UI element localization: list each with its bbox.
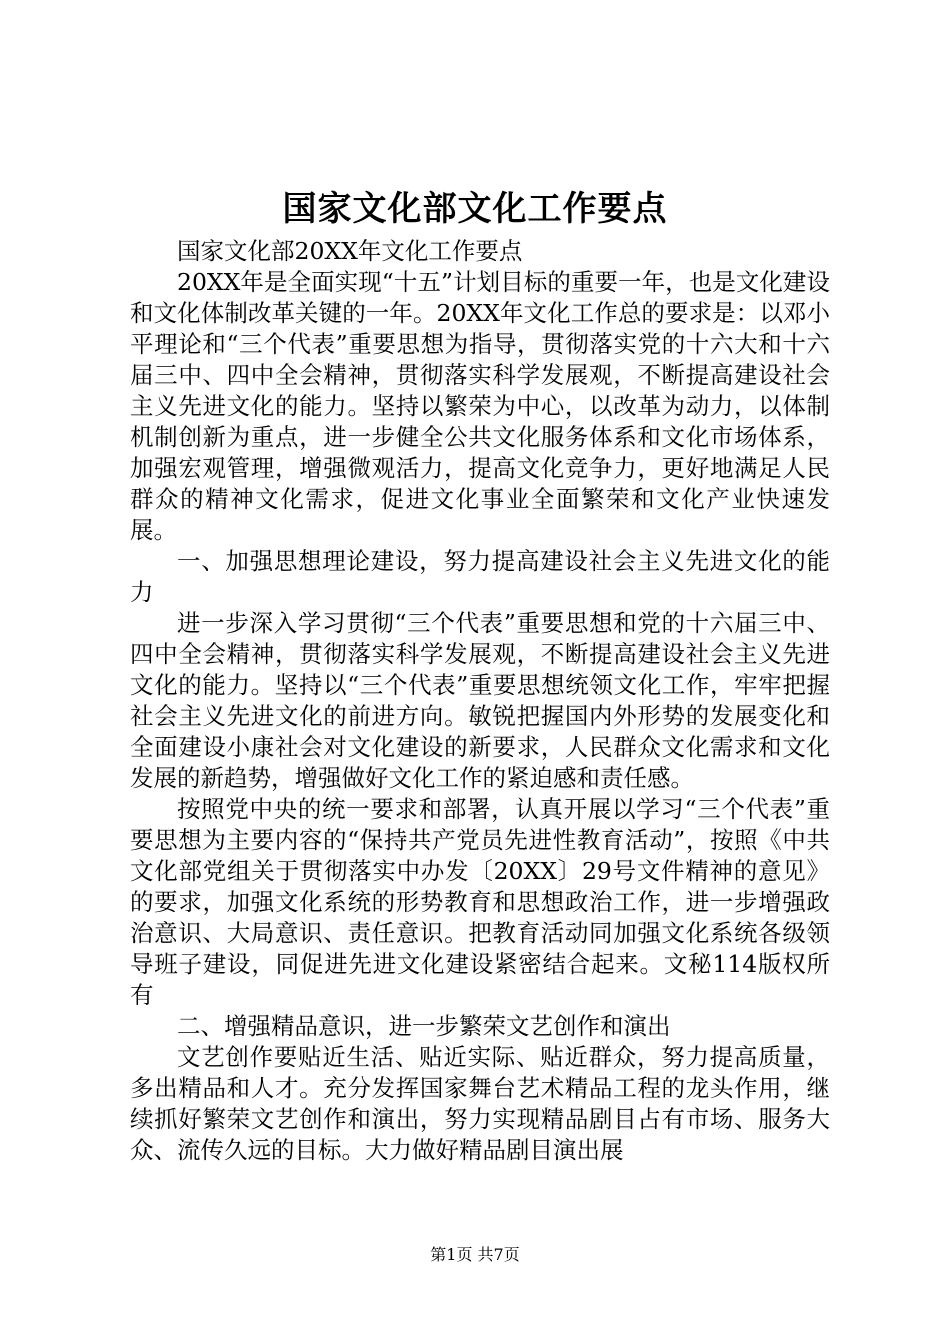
section-heading-1: 一、加强思想理论建设，努力提高建设社会主义先进文化的能力 [130,547,830,606]
paragraph-intro: 20XX年是全面实现“十五”计划目标的重要一年，也是文化建设和文化体制改革关键的一年。20XX年文化工作总的要求是：以邓小平理论和“三个代表”重要思想为指导，贯彻落实党的十六大和十六届三中、四中全会精神，贯彻落实科学发展观，不断提高建设社会主义先进文化的能力。坚持以繁荣为中心，以改革为动力，以体制机制创新为重点，进一步健全公共文化服务体系和文化市场体系，加强宏观管理，增强微观活力，提高文化竞争力，更好地满足人民群众的精神文化需求，促进文化事业全面繁荣和文化产业快速发展。 [130,268,830,544]
document-body [130,236,830,1166]
section-heading-2: 二、增强精品意识，进一步繁荣文艺创作和演出 [177,1012,671,1040]
page-number-footer: 第1页 共7页 [430,1245,520,1264]
paragraph-section-2-a: 文艺创作要贴近生活、贴近实际、贴近群众，努力提高质量，多出精品和人才。充分发挥国家舞台艺术精品工程的龙头作用，继续抓好繁荣文艺创作和演出，努力实现精品剧目占有市场、服务大众、流传久远的目标。大力做好精品剧目演出展 [130,1043,830,1164]
document-title: 国家文化部文化工作要点 [282,189,668,229]
paragraph-section-1-b: 按照党中央的统一要求和部署，认真开展以学习“三个代表”重要思想为主要内容的“保持共产党员先进性教育活动”，按照《中共文化部党组关于贯彻落实中办发〔20XX〕29号文件精神的意见》的要求，加强文化系统的形势教育和思想政治工作，进一步增强政治意识、大局意识、责任意识。把教育活动同加强文化系统各级领导班子建设，同促进先进文化建设紧密结合起来。文秘114版权所有 [130,795,830,1009]
paragraph-subtitle: 国家文化部20XX年文化工作要点 [177,237,523,265]
paragraph-section-1-a: 进一步深入学习贯彻“三个代表”重要思想和党的十六届三中、四中全会精神，贯彻落实科学发展观，不断提高建设社会主义先进文化的能力。坚持以“三个代表”重要思想统领文化工作，牢牢把握社会主义先进文化的前进方向。敏锐把握国内外形势的发展变化和全面建设小康社会对文化建设的新要求，人民群众文化需求和文化发展的新趋势，增强做好文化工作的紧迫感和责任感。 [130,609,830,792]
